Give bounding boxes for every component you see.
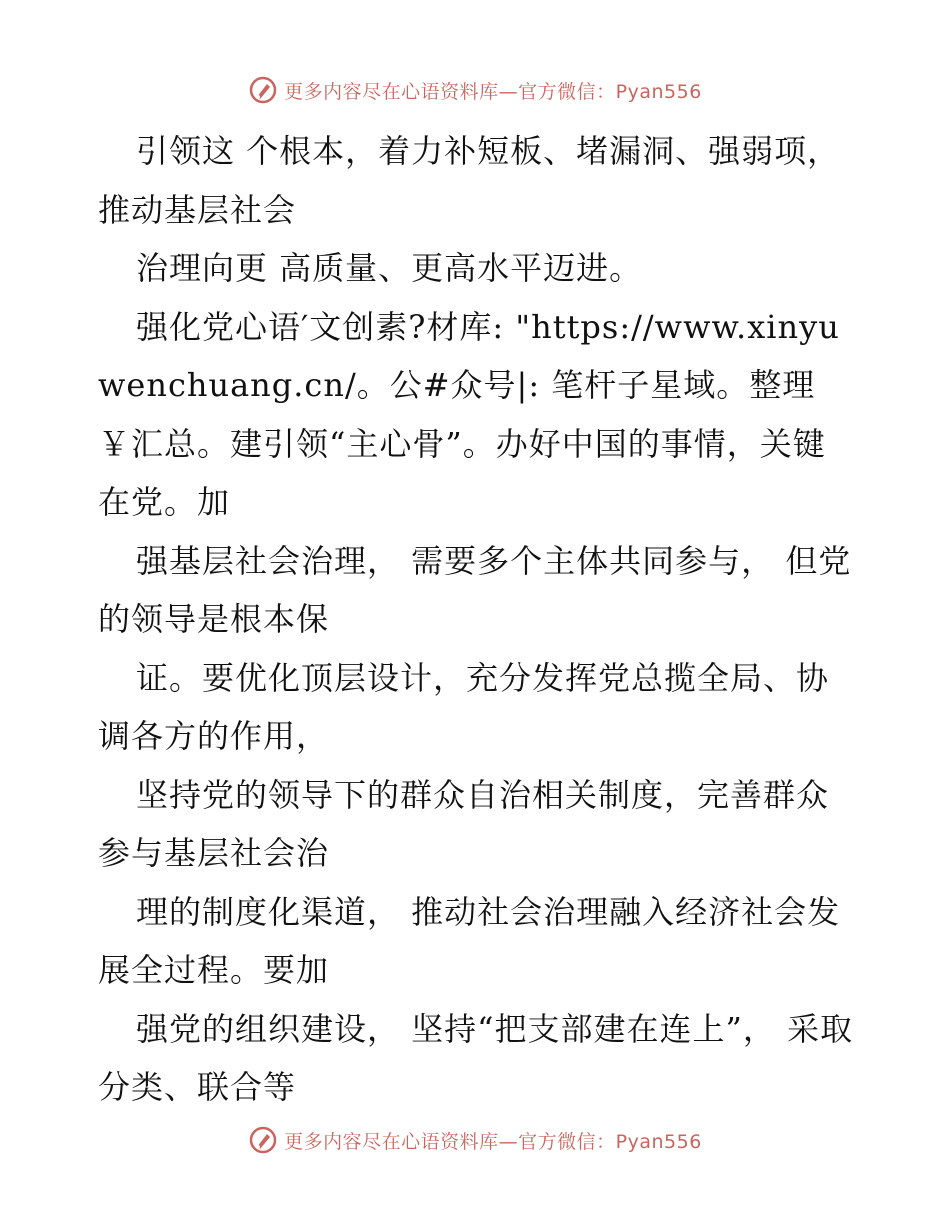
- document-body: [98, 122, 858, 1117]
- pen-logo-icon: [248, 1125, 278, 1155]
- paragraph: 证。要优化顶层设计，充分发挥党总揽全局、协调各方的作用，: [98, 658, 830, 755]
- paragraph: 强基层社会治理， 需要多个主体共同参与， 但党的领导是根本保: [98, 541, 852, 638]
- watermark-text: 更多内容尽在心语资料库—官方微信：Pyan556: [284, 80, 702, 103]
- paragraph: 强党的组织建设， 坚持“把支部建在连上”， 采取分类、联合等: [98, 1009, 854, 1106]
- header-watermark: [0, 70, 950, 110]
- footer-watermark: [0, 1120, 950, 1160]
- paragraph: 理的制度化渠道， 推动社会治理融入经济社会发展全过程。要加: [98, 892, 841, 989]
- pen-logo-icon: [248, 75, 278, 105]
- paragraph: 引领这 个根本，着力补短板、堵漏洞、强弱项， 推动基层社会: [98, 132, 841, 229]
- watermark-text: 更多内容尽在心语资料库—官方微信：Pyan556: [284, 1130, 702, 1153]
- paragraph: 强化党心语′文创素?材库: "https://www.xinyuwenchuang.cn/。公#众号|: 笔杆子星域。整理￥汇总。建引领“主心骨”。办好中国的事情，关键在党。加: [98, 307, 840, 521]
- paragraph: 治理向更 高质量、更高水平迈进。: [136, 249, 643, 287]
- paragraph: 坚持党的领导下的群众自治相关制度，完善群众参与基层社会治: [98, 775, 830, 872]
